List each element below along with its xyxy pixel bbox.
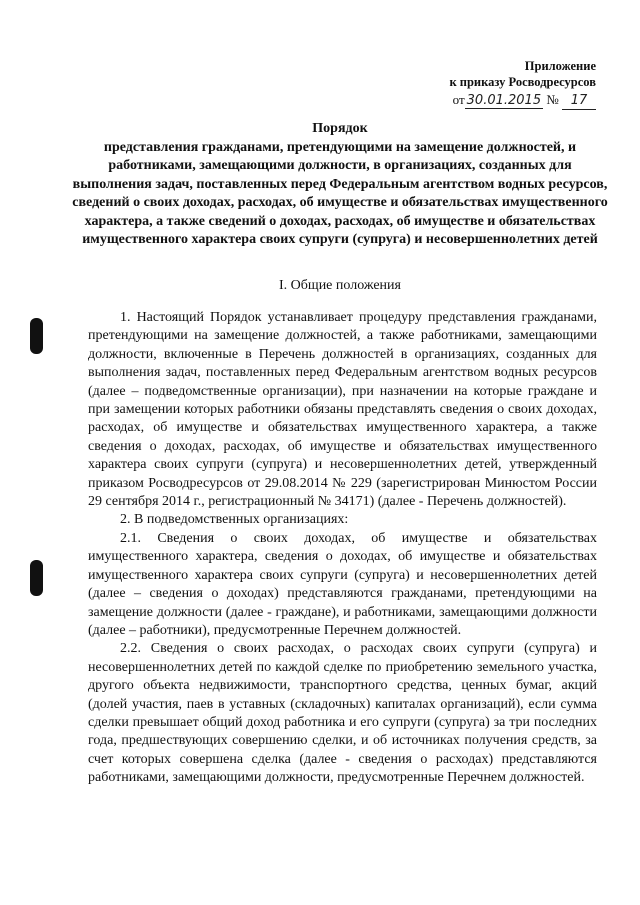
appendix-header [449, 58, 596, 110]
paragraph-2-1: 2.1. Сведения о своих доходах, об имуществе и обязательствах имущественного характера, сведения о доходах, об имуществе и обязательствах имущественного характера своих супруги (супруга) и несовершеннолетних детей (далее – сведения о доходах) представляются гражданами, претендующими на замещение должности (далее - граждане), и работниками, замещающими должности (далее – работники), предусмотренные Перечнем должностей. [88, 530, 597, 638]
punch-hole-mark [30, 318, 43, 354]
order-date-line [449, 92, 596, 110]
section-heading: I. Общие положения [279, 278, 401, 293]
date-prefix: от [452, 92, 465, 107]
order-reference: к приказу Росводресурсов [449, 75, 596, 89]
handwritten-number: 17 [562, 93, 596, 110]
paragraph-2-2: 2.2. Сведения о своих расходах, о расходах своих супруги (супруга) и несовершеннолетних детей по каждой сделке по приобретению земельного участка, другого объекта недвижимости, транспортного средства, ценных бумаг, акций (долей участия, паев в уставных (складочных) капиталах организаций), если сумма сделки превышает общий доход работника и его супруги (супруга) за три последних года, предшествующих совершению сделки, и об источниках получения средств, за счет которых совершена сделка (далее - сведения о расходах) представляются работниками, замещающими должности, предусмотренные Перечнем должностей. [88, 641, 597, 786]
handwritten-date: 30.01.2015 [466, 93, 542, 108]
paragraph-1: 1. Настоящий Порядок устанавливает процедуру представления гражданами, претендующими на замещение должностей, а также работниками, замещающими должности, включенные в Перечень должностей в организациях, созданных для выполнения задач, поставленных перед Федеральным агентством водных ресурсов (далее – подведомственные организации), при назначении на которые граждане и при замещении которых работники обязаны представлять сведения о своих доходах, расходах, об имуществе и обязательствах имущественного характера, а также сведения о доходах, расходах, об имуществе и обязательствах имущественного характера своих супруги (супруга) и несовершеннолетних детей, утвержденный приказом Росводресурсов от 29.08.2014 № 229 (зарегистрирован Минюстом России 29 сентября 2014 г., регистрационный № 34171) (далее - Перечень должностей). [88, 310, 597, 510]
paragraph-2: 2. В подведомственных организациях: [120, 512, 349, 528]
number-label: № [546, 92, 559, 107]
punch-hole-mark [30, 560, 43, 596]
title-subtitle: представления гражданами, претендующими на замещение должностей, и работниками, замещающими должности, в организациях, созданных для выполнения задач, поставленных перед Федеральным агентством водных ресурсов, сведений о своих доходах, расходах, об имуществе и обязательствах имущественного характера, а также сведений о доходах, расходах, об имуществе и обязательствах имущественного характера своих супруги (супруга) и несовершеннолетних детей [72, 139, 608, 247]
document-body [88, 309, 597, 788]
appendix-label: Приложение [524, 59, 596, 73]
title-heading: Порядок [312, 121, 368, 136]
document-title [70, 120, 610, 250]
